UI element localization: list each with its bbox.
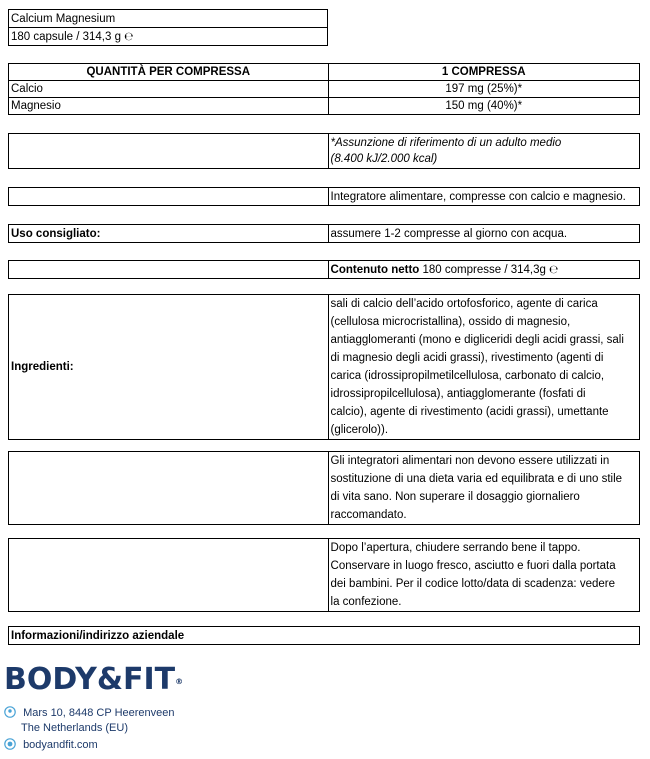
nutrition-row-value: 150 mg (40%)* xyxy=(328,98,639,115)
description-empty-cell xyxy=(9,188,329,206)
registered-mark: ® xyxy=(175,677,184,686)
brand-logo xyxy=(4,662,183,698)
net-content xyxy=(328,261,639,279)
storage-text xyxy=(328,539,639,612)
ingredients-line: carica (idrossipropilmetilcellulosa, carbonato di calcio, xyxy=(330,370,605,382)
product-name: Calcium Magnesium xyxy=(9,10,328,28)
ingredients-line: di magnesio degli acidi grassi), rivestimento (agenti di xyxy=(330,352,604,364)
ingredients-line: sali di calcio dell’acido ortofosforico, agente di carica xyxy=(330,298,598,310)
location-pin-icon xyxy=(4,707,23,719)
globe-icon xyxy=(4,739,23,751)
nutrition-row-value: 197 mg (25%)* xyxy=(328,81,639,98)
net-content-label: Contenuto netto xyxy=(330,263,420,276)
nutrition-row-label: Magnesio xyxy=(9,98,329,115)
ingredients-table xyxy=(8,294,640,440)
ingredients-text xyxy=(328,295,639,440)
address-line-2: The Netherlands (EU) xyxy=(21,722,128,734)
ingredients-line: antiagglomeranti (mono e digliceridi degli acidi grassi, sali xyxy=(330,334,624,346)
product-header-table xyxy=(8,9,328,46)
warning-table xyxy=(8,451,640,525)
ingredients-line: calcio), agente di rivestimento (acidi grassi), umettante xyxy=(330,406,609,418)
storage-table xyxy=(8,538,640,612)
nutrition-table xyxy=(8,63,640,115)
ingredients-label: Ingredienti: xyxy=(9,295,329,440)
ingredients-line: (glicerolo)). xyxy=(330,424,389,436)
reference-note-table xyxy=(8,133,640,169)
warning-line: di vita sano. Non superare il dosaggio giornaliero xyxy=(330,491,580,503)
company-info-label: Informazioni/indirizzo aziendale xyxy=(9,627,640,645)
description-table xyxy=(8,187,640,206)
description-text: Integratore alimentare, compresse con calcio e magnesio. xyxy=(328,188,639,206)
company-address xyxy=(4,706,175,721)
storage-line: dei bambini. Per il codice lotto/data di scadenza: vedere xyxy=(330,578,615,590)
storage-line: Dopo l’apertura, chiudere serrando bene il tappo. xyxy=(330,542,581,554)
nutrition-header-right: 1 COMPRESSA xyxy=(328,64,639,81)
company-info-table xyxy=(8,626,640,645)
address-line: Mars 10, 8448 CP Heerenveen xyxy=(23,707,175,719)
brand-logo-text: BODY&FIT xyxy=(4,662,176,697)
warning-line: raccomandato. xyxy=(330,509,407,521)
net-content-estimate-mark: ℮ xyxy=(549,262,559,276)
reference-note-line: *Assunzione di riferimento di un adulto medio xyxy=(330,137,562,149)
product-size xyxy=(9,28,328,46)
warning-empty-cell xyxy=(9,452,329,525)
net-content-value: 180 compresse / 314,3g xyxy=(422,263,546,276)
company-website[interactable] xyxy=(4,738,98,753)
ingredients-line: idrossipropilcellulosa), antiagglomerante (fosfati di xyxy=(330,388,586,400)
warning-text xyxy=(328,452,639,525)
website-link[interactable]: bodyandfit.com xyxy=(23,739,98,751)
nutrition-row-label: Calcio xyxy=(9,81,329,98)
reference-note-empty-cell xyxy=(9,134,329,169)
reference-note xyxy=(328,134,639,169)
usage-table xyxy=(8,224,640,243)
net-content-empty-cell xyxy=(9,261,329,279)
storage-line: Conservare in luogo fresco, asciutto e fuori dalla portata xyxy=(330,560,616,572)
net-content-table xyxy=(8,260,640,279)
ingredients-line: (cellulosa microcristallina), ossido di magnesio, xyxy=(330,316,571,328)
usage-value: assumere 1-2 compresse al giorno con acqua. xyxy=(328,225,639,243)
storage-empty-cell xyxy=(9,539,329,612)
warning-line: Gli integratori alimentari non devono essere utilizzati in xyxy=(330,455,610,467)
usage-label: Uso consigliato: xyxy=(9,225,329,243)
estimate-mark: ℮ xyxy=(124,29,134,43)
storage-line: la confezione. xyxy=(330,596,402,608)
reference-note-line: (8.400 kJ/2.000 kcal) xyxy=(330,153,438,165)
warning-line: sostituzione di una dieta varia ed equilibrata e di uno stile xyxy=(330,473,623,485)
nutrition-header-left: QUANTITÀ PER COMPRESSA xyxy=(9,64,329,81)
product-size-text: 180 capsule / 314,3 g xyxy=(11,30,121,43)
